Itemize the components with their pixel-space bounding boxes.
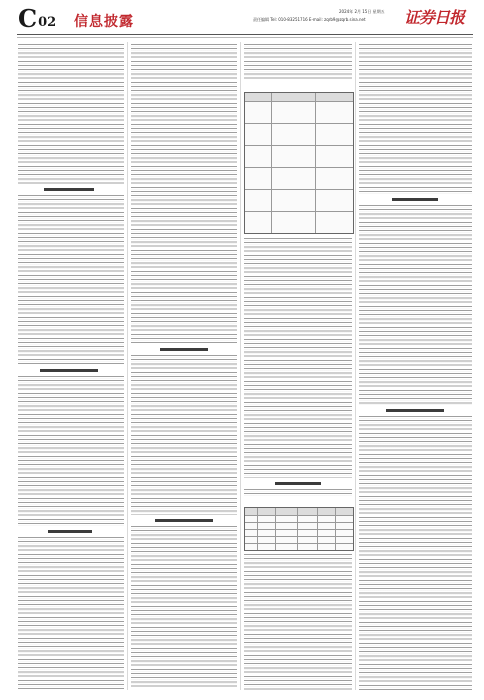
text-block (18, 537, 124, 690)
section-title: 信息披露 (74, 14, 134, 30)
column-divider (355, 42, 356, 690)
masthead-rule-secondary (17, 37, 473, 38)
section-heading (40, 369, 98, 372)
text-block (18, 376, 124, 526)
text-block (359, 416, 472, 690)
text-block (359, 44, 472, 194)
section-heading (48, 530, 92, 533)
newspaper-logo: 证券日报 (404, 8, 465, 27)
data-table (244, 92, 354, 234)
text-block (18, 195, 124, 365)
section-heading (44, 188, 94, 191)
masthead-rule (17, 34, 473, 35)
text-block (244, 238, 352, 478)
section-heading (386, 409, 444, 412)
column-divider (240, 42, 241, 690)
column-divider (127, 42, 128, 690)
text-block (131, 44, 237, 344)
contact-line: 责任编辑 Tel: 010-83251716 E-mail: zqrb9@zqrb.sina.net (253, 17, 366, 22)
text-block (244, 44, 352, 82)
section-heading (155, 519, 213, 522)
section-code-letter: C (18, 4, 38, 33)
text-block (359, 205, 472, 405)
text-block (18, 44, 124, 184)
section-code-number: 02 (38, 15, 57, 30)
issue-date: 2024年 2月 15日 星期五 (339, 9, 385, 14)
section-heading (275, 482, 321, 485)
section-code (18, 4, 57, 33)
text-block (244, 554, 352, 690)
section-heading (392, 198, 438, 201)
text-block (131, 526, 237, 690)
data-table (244, 507, 354, 551)
masthead (0, 0, 484, 36)
text-block (244, 489, 352, 497)
text-block (131, 355, 237, 515)
section-heading (160, 348, 208, 351)
